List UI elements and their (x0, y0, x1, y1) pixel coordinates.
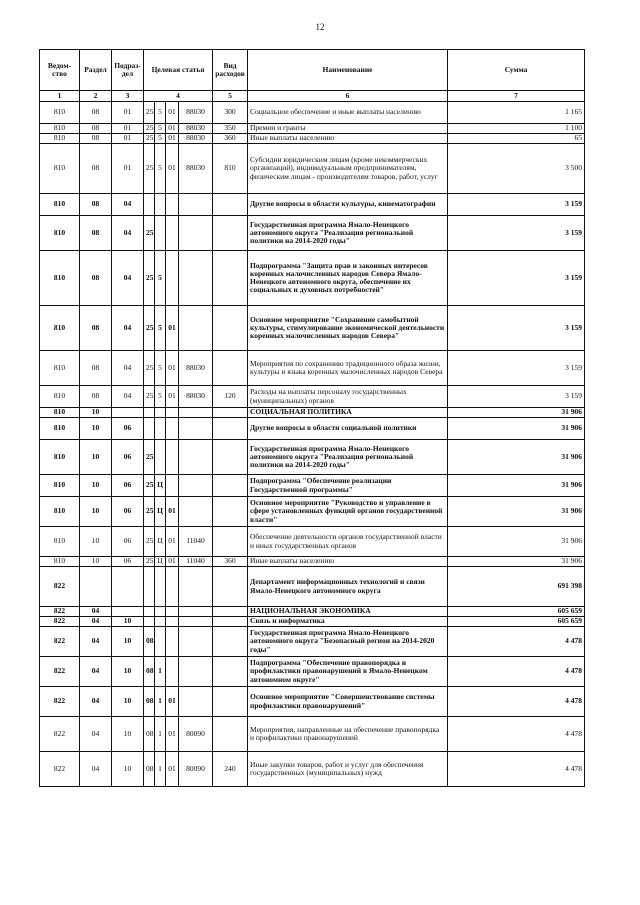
cell-target-program: 08 (144, 717, 155, 752)
cell-podrazdel: 01 (112, 134, 144, 144)
cell-target-subprogram: Ц (155, 527, 166, 557)
cell-razdel: 08 (80, 386, 112, 408)
cell-podrazdel: 06 (112, 440, 144, 475)
table-row (40, 497, 585, 527)
cell-target-subprogram (155, 194, 166, 216)
cell-target-subprogram: Ц (155, 557, 166, 567)
cell-target-program (144, 418, 155, 440)
cell-target-event (166, 607, 179, 617)
page-number: 12 (315, 22, 325, 32)
cell-target-program: 08 (144, 687, 155, 717)
cell-target-program (144, 194, 155, 216)
cell-name: Другие вопросы в области социальной политики (248, 418, 448, 440)
cell-podrazdel: 10 (112, 717, 144, 752)
cell-podrazdel: 06 (112, 557, 144, 567)
cell-vedomstvo: 810 (40, 440, 80, 475)
cell-sum: 691 398 (448, 567, 585, 607)
cell-name: Иные закупки товаров, работ и услуг для обеспечения государственных (муниципальных) нужд (248, 752, 448, 787)
cell-target-code: 11040 (179, 527, 213, 557)
cell-podrazdel: 04 (112, 251, 144, 306)
cell-sum: 31 906 (448, 440, 585, 475)
cell-target-code: 11040 (179, 557, 213, 567)
cell-target-code (179, 607, 213, 617)
cell-vedomstvo: 810 (40, 557, 80, 567)
cell-sum: 1 165 (448, 102, 585, 124)
table-row (40, 687, 585, 717)
cell-razdel: 08 (80, 134, 112, 144)
cell-target-subprogram: 1 (155, 687, 166, 717)
cell-target-event (166, 418, 179, 440)
cell-target-code: 88030 (179, 124, 213, 134)
cell-sum: 3 159 (448, 251, 585, 306)
cell-target-code (179, 418, 213, 440)
column-number-row (40, 91, 585, 102)
cell-target-event (166, 251, 179, 306)
cell-target-event (166, 194, 179, 216)
cell-razdel: 10 (80, 557, 112, 567)
cell-podrazdel: 10 (112, 687, 144, 717)
cell-target-program: 25 (144, 497, 155, 527)
cell-target-program: 25 (144, 475, 155, 497)
cell-name: Расходы на выплаты персоналу государственных (муниципальных) органов (248, 386, 448, 408)
cell-target-code (179, 216, 213, 251)
cell-podrazdel: 06 (112, 527, 144, 557)
cell-razdel: 08 (80, 351, 112, 386)
cell-vedomstvo: 810 (40, 144, 80, 194)
cell-target-program (144, 408, 155, 418)
cell-sum: 4 478 (448, 687, 585, 717)
cell-sum: 3 159 (448, 351, 585, 386)
cell-razdel: 10 (80, 418, 112, 440)
budget-table (39, 49, 585, 787)
cell-sum: 31 906 (448, 475, 585, 497)
cell-vid: 120 (213, 386, 248, 408)
table-row (40, 627, 585, 657)
cell-sum: 31 906 (448, 527, 585, 557)
cell-vid (213, 607, 248, 617)
table-row (40, 567, 585, 607)
cell-podrazdel: 01 (112, 124, 144, 134)
cell-razdel: 08 (80, 216, 112, 251)
cell-podrazdel (112, 408, 144, 418)
cell-target-program: 25 (144, 134, 155, 144)
cell-sum: 605 659 (448, 617, 585, 627)
cell-razdel: 08 (80, 144, 112, 194)
table-row (40, 527, 585, 557)
cell-vid (213, 567, 248, 607)
cell-podrazdel: 01 (112, 102, 144, 124)
cell-target-subprogram: 5 (155, 251, 166, 306)
cell-name: Премии и гранты (248, 124, 448, 134)
cell-name: Подпрограмма "Обеспечение реализации Государственной программы" (248, 475, 448, 497)
table-row (40, 386, 585, 408)
cell-razdel: 08 (80, 124, 112, 134)
cell-vedomstvo: 810 (40, 216, 80, 251)
cell-vid (213, 475, 248, 497)
cell-target-subprogram (155, 627, 166, 657)
cell-target-event: 01 (166, 687, 179, 717)
cell-sum: 605 659 (448, 607, 585, 617)
cell-razdel: 08 (80, 194, 112, 216)
cell-podrazdel: 04 (112, 351, 144, 386)
cell-razdel: 08 (80, 102, 112, 124)
cell-name: Другие вопросы в области культуры, кинематографии (248, 194, 448, 216)
cell-podrazdel (112, 607, 144, 617)
table-row (40, 408, 585, 418)
cell-name: Обеспечение деятельности органов государственной власти и иных государственных органов (248, 527, 448, 557)
cell-target-event: 01 (166, 306, 179, 351)
cell-target-event (166, 216, 179, 251)
cell-vedomstvo: 810 (40, 194, 80, 216)
table-row (40, 418, 585, 440)
cell-target-subprogram (155, 216, 166, 251)
cell-podrazdel: 10 (112, 627, 144, 657)
cell-target-subprogram (155, 607, 166, 617)
cell-target-event: 01 (166, 124, 179, 134)
cell-sum: 3 159 (448, 194, 585, 216)
cell-target-subprogram: 5 (155, 144, 166, 194)
cell-target-code (179, 567, 213, 607)
cell-name: Основное мероприятие "Сохранение самобытной культуры, стимулирование экономической деятельности коренных малочисленных народов Севера" (248, 306, 448, 351)
cell-target-subprogram: 5 (155, 124, 166, 134)
cell-target-program: 25 (144, 216, 155, 251)
cell-sum: 3 159 (448, 216, 585, 251)
cell-target-event: 01 (166, 717, 179, 752)
cell-podrazdel: 04 (112, 216, 144, 251)
cell-vedomstvo: 810 (40, 386, 80, 408)
cell-target-event (166, 657, 179, 687)
cell-vedomstvo: 822 (40, 717, 80, 752)
cell-target-code (179, 251, 213, 306)
cell-target-event: 01 (166, 527, 179, 557)
cell-target-event: 01 (166, 134, 179, 144)
cell-name: Иные выплаты населению (248, 557, 448, 567)
cell-vid (213, 717, 248, 752)
cell-podrazdel: 10 (112, 752, 144, 787)
col-number-5: 5 (213, 91, 248, 102)
cell-target-program (144, 607, 155, 617)
table-body (40, 102, 585, 787)
cell-target-event: 01 (166, 557, 179, 567)
table-row (40, 557, 585, 567)
cell-razdel: 04 (80, 657, 112, 687)
cell-target-code (179, 306, 213, 351)
cell-podrazdel: 10 (112, 617, 144, 627)
cell-target-program: 25 (144, 527, 155, 557)
table-row (40, 351, 585, 386)
cell-target-code (179, 497, 213, 527)
col-number-1: 1 (40, 91, 80, 102)
cell-target-subprogram: 5 (155, 134, 166, 144)
header-vedomstvo: Ведом- ство (40, 50, 80, 91)
cell-vid (213, 216, 248, 251)
cell-name: Основное мероприятие "Совершенствование системы профилактики правонарушений" (248, 687, 448, 717)
header-name: Наименование (248, 50, 448, 91)
cell-vedomstvo: 822 (40, 617, 80, 627)
header-podrazdel: Подраз- дел (112, 50, 144, 91)
cell-target-program: 25 (144, 557, 155, 567)
cell-podrazdel: 04 (112, 306, 144, 351)
header-vid: Вид расходов (213, 50, 248, 91)
cell-sum: 3 500 (448, 144, 585, 194)
cell-target-subprogram: 5 (155, 386, 166, 408)
cell-sum: 31 906 (448, 497, 585, 527)
cell-vedomstvo: 822 (40, 607, 80, 617)
col-number-6: 6 (248, 91, 448, 102)
cell-vid (213, 306, 248, 351)
header-sum: Сумма (448, 50, 585, 91)
cell-vid (213, 418, 248, 440)
cell-vid (213, 251, 248, 306)
cell-sum: 4 478 (448, 717, 585, 752)
cell-target-event: 01 (166, 386, 179, 408)
cell-sum: 4 478 (448, 627, 585, 657)
cell-vid (213, 657, 248, 687)
cell-target-program: 25 (144, 306, 155, 351)
cell-target-subprogram (155, 408, 166, 418)
cell-target-event: 01 (166, 351, 179, 386)
cell-target-code: 80090 (179, 752, 213, 787)
cell-sum: 3 159 (448, 306, 585, 351)
cell-razdel: 04 (80, 687, 112, 717)
cell-name: НАЦИОНАЛЬНАЯ ЭКОНОМИКА (248, 607, 448, 617)
cell-target-event: 01 (166, 102, 179, 124)
cell-target-subprogram: 1 (155, 657, 166, 687)
cell-vid: 240 (213, 752, 248, 787)
cell-target-code: 88030 (179, 144, 213, 194)
cell-podrazdel: 06 (112, 418, 144, 440)
cell-razdel: 10 (80, 527, 112, 557)
cell-vid (213, 617, 248, 627)
cell-razdel (80, 567, 112, 607)
cell-target-event: 01 (166, 497, 179, 527)
cell-target-program (144, 617, 155, 627)
col-number-7: 7 (448, 91, 585, 102)
cell-vid (213, 497, 248, 527)
cell-razdel: 04 (80, 627, 112, 657)
cell-target-subprogram (155, 418, 166, 440)
cell-name: Департамент информационных технологий и связи Ямало-Ненецкого автономного округа (248, 567, 448, 607)
cell-razdel: 10 (80, 475, 112, 497)
table-row (40, 617, 585, 627)
cell-target-code (179, 194, 213, 216)
cell-target-program: 08 (144, 752, 155, 787)
cell-vedomstvo: 822 (40, 627, 80, 657)
cell-name: Мероприятия по сохранению традиционного образа жизни, культуры и языка коренных малочисленных народов Севера (248, 351, 448, 386)
cell-target-subprogram: Ц (155, 497, 166, 527)
cell-razdel: 10 (80, 497, 112, 527)
cell-target-code (179, 440, 213, 475)
cell-vid (213, 351, 248, 386)
cell-target-event (166, 408, 179, 418)
cell-vedomstvo: 810 (40, 527, 80, 557)
table-row (40, 306, 585, 351)
cell-target-subprogram: Ц (155, 475, 166, 497)
cell-sum: 3 159 (448, 386, 585, 408)
cell-target-event (166, 475, 179, 497)
cell-razdel: 08 (80, 251, 112, 306)
cell-vedomstvo: 810 (40, 497, 80, 527)
cell-sum: 31 906 (448, 557, 585, 567)
cell-name: Мероприятия, направленные на обеспечение правопорядка и профилактики правонарушений (248, 717, 448, 752)
cell-target-event (166, 617, 179, 627)
cell-target-code (179, 627, 213, 657)
cell-sum: 4 478 (448, 657, 585, 687)
cell-podrazdel: 01 (112, 144, 144, 194)
cell-podrazdel: 06 (112, 475, 144, 497)
cell-name: Связь и информатика (248, 617, 448, 627)
cell-target-subprogram (155, 567, 166, 607)
cell-sum: 1 100 (448, 124, 585, 134)
table-row (40, 475, 585, 497)
cell-vid: 300 (213, 102, 248, 124)
cell-target-subprogram: 1 (155, 752, 166, 787)
col-number-4: 4 (144, 91, 213, 102)
cell-podrazdel (112, 567, 144, 607)
cell-target-program (144, 567, 155, 607)
cell-vid (213, 687, 248, 717)
cell-podrazdel: 06 (112, 497, 144, 527)
cell-sum: 31 906 (448, 418, 585, 440)
cell-target-code (179, 617, 213, 627)
cell-target-event (166, 440, 179, 475)
table-row (40, 607, 585, 617)
cell-podrazdel: 04 (112, 386, 144, 408)
cell-vedomstvo: 822 (40, 657, 80, 687)
cell-target-program: 25 (144, 386, 155, 408)
header-target: Целевая статья (144, 50, 213, 91)
table-row (40, 251, 585, 306)
cell-podrazdel: 10 (112, 657, 144, 687)
cell-target-program: 25 (144, 251, 155, 306)
cell-name: Государственная программа Ямало-Ненецкого автономного округа "Безопасный регион на 2014-2020 годы" (248, 627, 448, 657)
cell-vedomstvo: 810 (40, 408, 80, 418)
cell-vedomstvo: 822 (40, 567, 80, 607)
cell-vid (213, 408, 248, 418)
cell-target-program: 25 (144, 102, 155, 124)
cell-razdel: 10 (80, 440, 112, 475)
cell-vid (213, 627, 248, 657)
cell-target-code: 88030 (179, 102, 213, 124)
cell-name: СОЦИАЛЬНАЯ ПОЛИТИКА (248, 408, 448, 418)
cell-vedomstvo: 810 (40, 418, 80, 440)
cell-target-event: 01 (166, 144, 179, 194)
cell-vedomstvo: 810 (40, 306, 80, 351)
cell-target-subprogram: 5 (155, 306, 166, 351)
cell-target-code (179, 687, 213, 717)
cell-razdel: 04 (80, 617, 112, 627)
cell-sum: 4 478 (448, 752, 585, 787)
cell-target-subprogram: 5 (155, 351, 166, 386)
cell-vedomstvo: 810 (40, 124, 80, 134)
header-razdel: Раздел (80, 50, 112, 91)
cell-sum: 31 906 (448, 408, 585, 418)
cell-name: Подпрограмма "Защита прав и законных интересов коренных малочисленных народов Севера Ямало-Ненецкого автономного округа, обеспечение их социальных и духовных потребностей" (248, 251, 448, 306)
table-row (40, 194, 585, 216)
cell-target-code: 80090 (179, 717, 213, 752)
table-row (40, 657, 585, 687)
cell-name: Иные выплаты населению (248, 134, 448, 144)
cell-target-program: 08 (144, 627, 155, 657)
cell-vedomstvo: 810 (40, 351, 80, 386)
cell-target-program: 25 (144, 351, 155, 386)
cell-target-subprogram: 1 (155, 717, 166, 752)
cell-target-program: 25 (144, 144, 155, 194)
cell-razdel: 04 (80, 752, 112, 787)
table-row (40, 216, 585, 251)
cell-name: Субсидии юридическим лицам (кроме некоммерческих организаций), индивидуальным предпринимателям, физическим лицам - производителям товаров, работ, услуг (248, 144, 448, 194)
table-row (40, 440, 585, 475)
header-row (40, 50, 585, 91)
cell-vedomstvo: 822 (40, 752, 80, 787)
cell-vedomstvo: 810 (40, 475, 80, 497)
cell-target-program: 25 (144, 440, 155, 475)
cell-target-code (179, 657, 213, 687)
cell-razdel: 04 (80, 717, 112, 752)
cell-target-event (166, 627, 179, 657)
cell-vid (213, 527, 248, 557)
cell-target-code: 88030 (179, 351, 213, 386)
cell-razdel: 04 (80, 607, 112, 617)
cell-target-event: 01 (166, 752, 179, 787)
table-row (40, 717, 585, 752)
cell-target-code: 88030 (179, 134, 213, 144)
cell-razdel: 08 (80, 306, 112, 351)
cell-podrazdel: 04 (112, 194, 144, 216)
cell-target-code (179, 475, 213, 497)
cell-vid: 810 (213, 144, 248, 194)
cell-name: Государственная программа Ямало-Ненецкого автономного округа "Реализация региональной политики на 2014-2020 годы" (248, 216, 448, 251)
cell-vid: 360 (213, 134, 248, 144)
cell-vid (213, 440, 248, 475)
cell-target-program: 25 (144, 124, 155, 134)
cell-target-subprogram (155, 617, 166, 627)
cell-vid: 350 (213, 124, 248, 134)
cell-target-subprogram: 5 (155, 102, 166, 124)
table-row (40, 102, 585, 124)
cell-razdel: 10 (80, 408, 112, 418)
cell-name: Подпрограмма "Обеспечение правопорядка и профилактики правонарушений в Ямало-Ненецком автономном округе" (248, 657, 448, 687)
table-row (40, 752, 585, 787)
table-row (40, 134, 585, 144)
table-row (40, 124, 585, 134)
cell-vedomstvo: 822 (40, 687, 80, 717)
cell-target-code (179, 408, 213, 418)
cell-vedomstvo: 810 (40, 134, 80, 144)
cell-sum: 65 (448, 134, 585, 144)
cell-vedomstvo: 810 (40, 102, 80, 124)
cell-vedomstvo: 810 (40, 251, 80, 306)
cell-name: Основное мероприятие "Руководство и управление в сфере установленных функций органов государственной власти" (248, 497, 448, 527)
cell-vid (213, 194, 248, 216)
table-row (40, 144, 585, 194)
col-number-2: 2 (80, 91, 112, 102)
cell-vid: 360 (213, 557, 248, 567)
cell-name: Государственная программа Ямало-Ненецкого автономного округа "Реализация региональной политики на 2014-2020 годы" (248, 440, 448, 475)
cell-target-program: 08 (144, 657, 155, 687)
cell-target-code: 88030 (179, 386, 213, 408)
cell-target-event (166, 567, 179, 607)
cell-target-subprogram (155, 440, 166, 475)
cell-name: Социальное обеспечение и иные выплаты населению (248, 102, 448, 124)
col-number-3: 3 (112, 91, 144, 102)
